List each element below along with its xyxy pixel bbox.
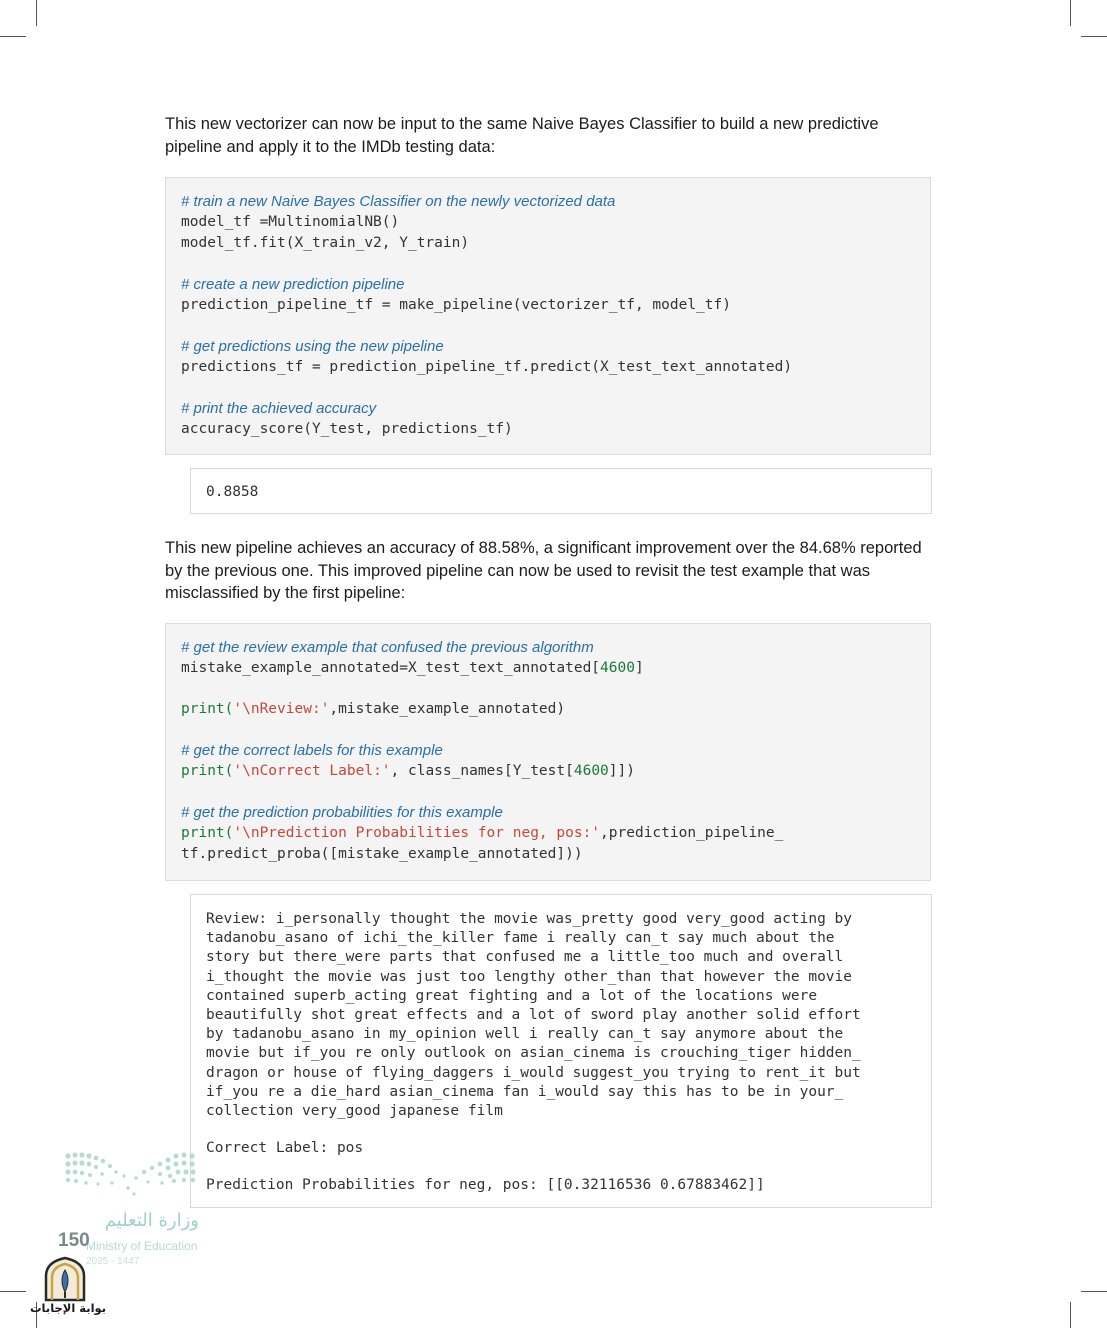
code-comment: # get the correct labels for this example bbox=[181, 742, 443, 759]
intro-paragraph: This new vectorizer can now be input to the same Naive Bayes Classifier to build a new predictive pipeline and apply it to the IMDb testing data: bbox=[165, 115, 879, 156]
code-number: 4600 bbox=[573, 763, 609, 779]
code-line: tf.predict_proba([mistake_example_annotated])) bbox=[181, 846, 583, 862]
crop-mark bbox=[1081, 36, 1107, 37]
code-comment: # get the prediction probabilities for this example bbox=[181, 804, 503, 821]
code-comment: # get predictions using the new pipeline bbox=[181, 338, 444, 355]
crop-mark bbox=[1081, 1291, 1107, 1292]
code-string: '\nPrediction Probabilities for neg, pos:' bbox=[233, 825, 601, 841]
output-review-text: Review: i_personally thought the movie was_pretty good very_good acting by tadanobu_asano of ichi_the_killer fame i really can_t say much about the story but there_were parts that confused me a little_too much and overall i_thought the movie was just too lengthy other_than that however the movie contained superb_acting great fighting and a lot of the locations were beautifully shot great effects and a lot of sword play another solid effort by tadanobu_asano in my_opinion well i really can_t say anymore about the movie but if_you re only outlook on asian_cinema is crouching_tiger hidden_ dragon or house of flying_daggers i_would suggest_you trying to rent_it but if_you re a die_hard asian_cinema fan i_would say this has to be in your_ collection very_good japanese film bbox=[206, 911, 861, 1120]
code-line: model_tf =MultinomialNB() bbox=[181, 214, 400, 230]
code-line bbox=[181, 699, 915, 720]
code-comment: # create a new prediction pipeline bbox=[181, 276, 405, 293]
code-text: mistake_example_annotated=X_test_text_annotated[ bbox=[181, 660, 601, 676]
output-value: 0.8858 bbox=[206, 484, 259, 500]
code-text: ,mistake_example_annotated) bbox=[329, 701, 566, 717]
crop-mark bbox=[1070, 1302, 1071, 1328]
code-block-train bbox=[165, 177, 931, 455]
code-comment: # get the review example that confused the previous algorithm bbox=[181, 639, 594, 656]
ministry-arabic-name: وزارة التعليم bbox=[104, 1210, 199, 1231]
crop-mark bbox=[0, 36, 26, 37]
code-line bbox=[181, 658, 915, 679]
answers-portal-logo-icon bbox=[42, 1256, 88, 1302]
crop-mark bbox=[36, 0, 37, 26]
code-line: accuracy_score(Y_test, predictions_tf) bbox=[181, 421, 513, 437]
code-comment: # train a new Naive Bayes Classifier on the newly vectorized data bbox=[181, 193, 616, 210]
ministry-logo-icon bbox=[64, 1150, 199, 1198]
code-line: predictions_tf = prediction_pipeline_tf.predict(X_test_text_annotated) bbox=[181, 359, 793, 375]
code-function: print( bbox=[181, 825, 234, 841]
code-line: model_tf.fit(X_train_v2, Y_train) bbox=[181, 235, 470, 251]
code-text: , class_names[Y_test[ bbox=[390, 763, 574, 779]
code-comment: # print the achieved accuracy bbox=[181, 400, 377, 417]
output-probabilities: Prediction Probabilities for neg, pos: [[0.32116536 0.67883462]] bbox=[206, 1177, 765, 1194]
code-line bbox=[181, 823, 915, 844]
code-text: ] bbox=[634, 660, 644, 676]
code-function: print( bbox=[181, 763, 234, 779]
code-string: '\nCorrect Label:' bbox=[233, 763, 391, 779]
page-number: 150 bbox=[58, 1230, 90, 1251]
output-review bbox=[190, 894, 932, 1208]
code-line: prediction_pipeline_tf = make_pipeline(vectorizer_tf, model_tf) bbox=[181, 297, 731, 313]
code-block-example bbox=[165, 623, 931, 881]
code-string: '\nReview:' bbox=[233, 701, 330, 717]
answers-portal-label: بوابة الإجابات bbox=[30, 1301, 107, 1315]
code-number: 4600 bbox=[600, 660, 635, 676]
code-text: ]]) bbox=[608, 763, 635, 779]
crop-mark bbox=[1070, 0, 1071, 26]
output-correct-label: Correct Label: pos bbox=[206, 1140, 364, 1157]
code-function: print( bbox=[181, 701, 234, 717]
ministry-year: 2025 - 1447 bbox=[86, 1256, 140, 1267]
crop-mark bbox=[0, 1291, 26, 1292]
output-accuracy bbox=[190, 468, 932, 514]
code-text: ,prediction_pipeline_ bbox=[600, 825, 784, 841]
middle-paragraph: This new pipeline achieves an accuracy of 88.58%, a significant improvement over the 84.68% reported by the previous one. This improved pipeline can now be used to revisit the test example that was misclassified by the first pipeline: bbox=[165, 539, 922, 602]
ministry-english-name: Ministry of Education bbox=[86, 1239, 198, 1253]
code-line bbox=[181, 761, 915, 782]
